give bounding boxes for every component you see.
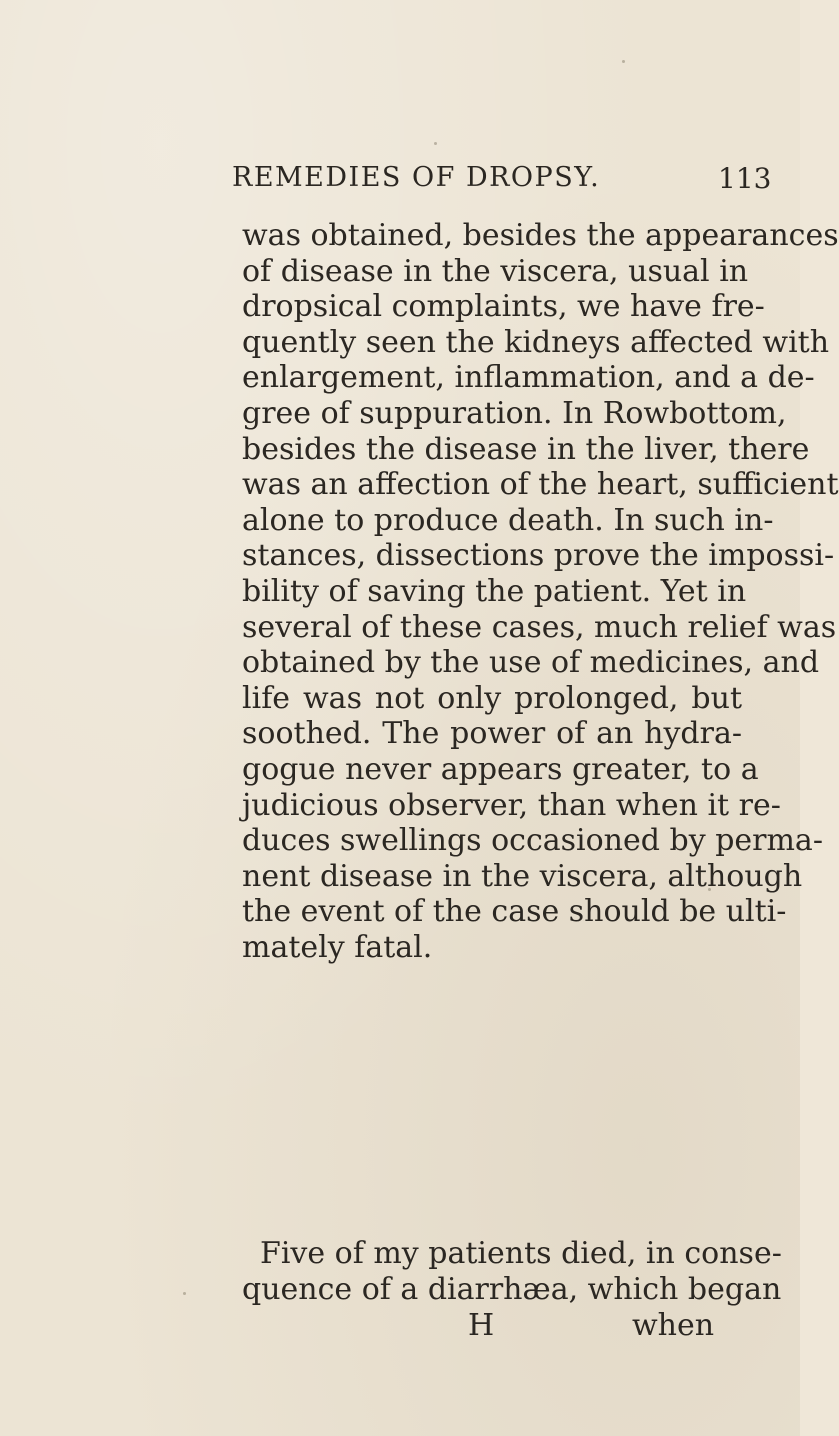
- paragraph-2: [242, 1236, 782, 1307]
- text-line: quence of a diarrhæa, which began: [242, 1271, 782, 1307]
- page-number: 113: [718, 162, 772, 195]
- signature-mark: H: [468, 1308, 495, 1343]
- text-line: quently seen the kidneys affected with: [242, 324, 830, 360]
- text-line: was an affection of the heart, sufficient: [242, 467, 839, 503]
- text-line: gogue never appears greater, to a: [242, 751, 759, 787]
- paper-speck: [622, 60, 625, 63]
- catchword: when: [632, 1308, 715, 1343]
- text-line: gree of suppuration. In Rowbottom,: [242, 395, 787, 431]
- running-title: REMEDIES OF DROPSY.: [232, 162, 601, 193]
- paper-speck: [434, 142, 437, 145]
- text-line: mately fatal.: [242, 929, 433, 965]
- text-line: alone to produce death. In such in-: [242, 502, 774, 538]
- text-line: stances, dissections prove the impossi-: [242, 538, 835, 574]
- text-line: dropsical complaints, we have fre-: [242, 289, 765, 325]
- paper-speck: [700, 668, 703, 671]
- page-footer: [242, 1308, 742, 1343]
- text-line: duces swellings occasioned by perma-: [242, 823, 823, 859]
- text-line: the event of the case should be ulti-: [242, 894, 787, 930]
- text-line: Five of my patients died, in conse-: [260, 1236, 782, 1271]
- text-line: enlargement, inflammation, and a de-: [242, 360, 815, 396]
- text-line: life was not only prolonged, but: [242, 680, 742, 716]
- text-line: soothed. The power of an hydra-: [242, 716, 742, 752]
- text-line: besides the disease in the liver, there: [242, 431, 810, 467]
- running-head: [0, 162, 800, 202]
- text-line: several of these cases, much relief was: [242, 609, 837, 645]
- text-line: was obtained, besides the appearances: [242, 218, 839, 253]
- text-line: judicious observer, than when it re-: [242, 787, 781, 823]
- text-line: bility of saving the patient. Yet in: [242, 573, 747, 609]
- paper-speck: [183, 1292, 186, 1295]
- paper-speck: [708, 888, 711, 891]
- paragraph-1: [242, 218, 839, 965]
- text-line: nent disease in the viscera, although: [242, 858, 803, 894]
- text-line: of disease in the viscera, usual in: [242, 253, 749, 289]
- text-line: obtained by the use of medicines, and: [242, 645, 820, 681]
